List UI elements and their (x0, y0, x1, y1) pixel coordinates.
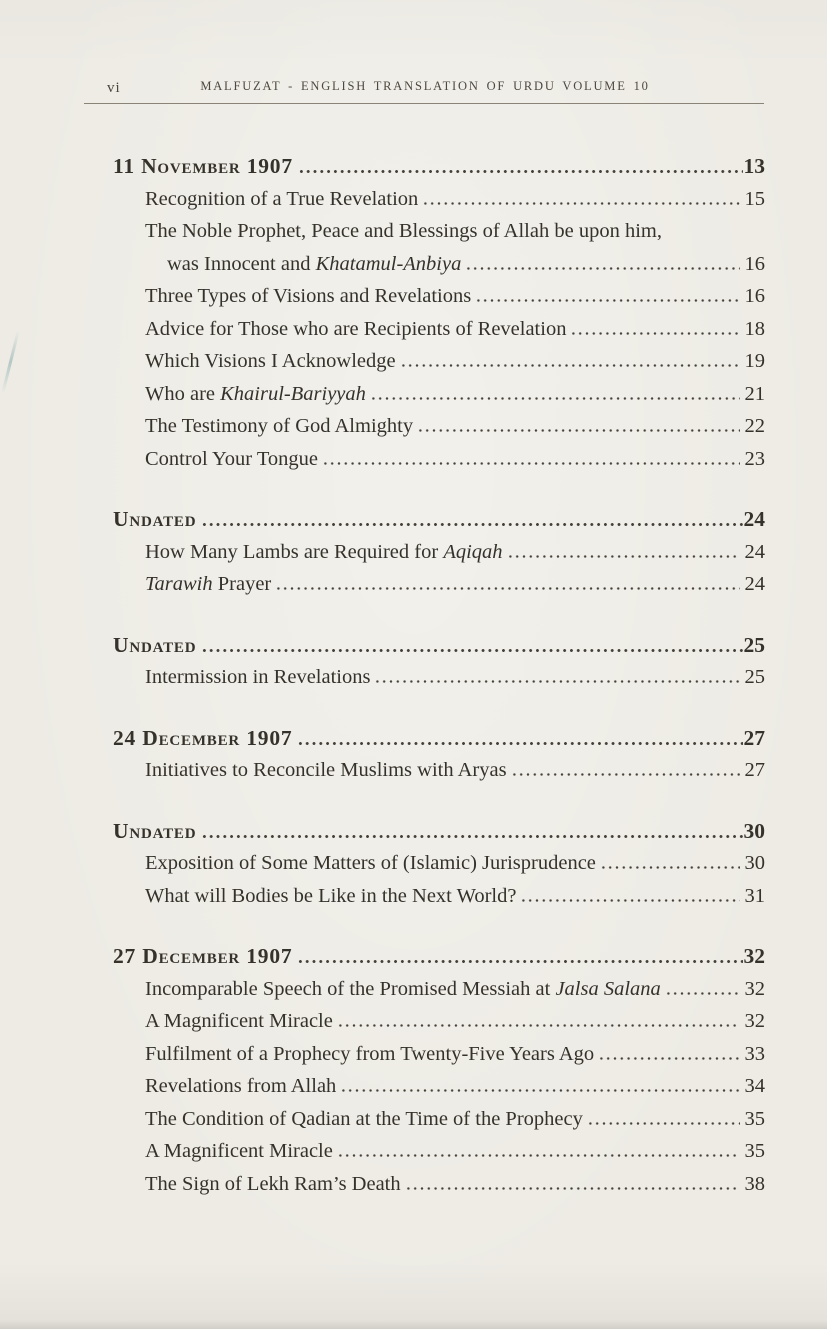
toc-entry-title (167, 248, 461, 281)
toc-entry-title (145, 410, 413, 443)
toc-entry-title-segment: A Magnificent Miracle (145, 1140, 333, 1162)
dot-leader (275, 585, 739, 590)
dot-leader (201, 647, 742, 652)
dot-leader (297, 958, 742, 963)
toc-entry-title (145, 280, 471, 313)
toc-page-number: 16 (744, 285, 765, 307)
toc-entry-row (113, 443, 765, 476)
running-head-title: MALFUZAT - ENGLISH TRANSLATION OF URDU VOLUME 10 (200, 79, 650, 93)
toc-page-number: 22 (744, 415, 765, 437)
toc-section (113, 815, 765, 913)
toc-section-title: 27 December 1907 (113, 944, 293, 968)
toc-entry-title (145, 661, 370, 694)
toc-section-title: Undated (113, 632, 197, 657)
toc-entry-title-segment: Which Visions I Acknowledge (145, 350, 396, 372)
toc-section (113, 150, 765, 475)
toc-entry-title (145, 973, 661, 1006)
toc-entry-row (113, 1135, 765, 1168)
dot-leader (511, 771, 740, 776)
dot-leader (507, 553, 740, 558)
toc-page-number: 35 (744, 1140, 765, 1162)
toc-entry-title-segment: Three Types of Visions and Revelations (145, 285, 472, 307)
toc-entry-title-segment: Advice for Those who are Recipients of Revelation (145, 317, 567, 340)
toc-entry-title-segment: was Innocent and (167, 252, 316, 275)
toc-entry-title (145, 754, 507, 787)
toc-entry-title (145, 1168, 401, 1201)
toc-entry-title (145, 345, 396, 378)
table-of-contents (113, 150, 765, 1200)
toc-entry-row (113, 1070, 765, 1103)
toc-page-number: 16 (744, 252, 765, 275)
toc-entry-title-segment: A Magnificent Miracle (145, 1010, 333, 1032)
dot-leader (370, 395, 740, 400)
toc-page-number: 24 (744, 573, 765, 595)
toc-section (113, 503, 765, 601)
toc-entry-row (113, 847, 765, 880)
toc-section-heading-row (113, 940, 765, 973)
toc-page-number: 31 (744, 884, 765, 907)
toc-section-title: Undated (113, 818, 197, 843)
toc-page-number: 18 (744, 317, 765, 340)
folio-page-number: vi (107, 80, 121, 96)
toc-entry-title (145, 880, 516, 913)
toc-entry-title (145, 378, 366, 411)
toc-entry-title-segment: Fulfilment of a Prophecy from Twenty-Five Years Ago (145, 1042, 595, 1065)
dot-leader (322, 460, 739, 465)
toc-entry-title-segment: Control Your Tongue (145, 447, 319, 470)
toc-entry-title-segment: Exposition of Some Matters of (Islamic) Jurisprudence (145, 852, 596, 874)
toc-entry-title (145, 536, 503, 569)
toc-entry-title-italic-segment: Khairul-Bariyyah (220, 382, 366, 405)
toc-entry-row (113, 1168, 765, 1201)
dot-leader (297, 740, 742, 745)
dot-leader (337, 1152, 740, 1157)
toc-section-heading-row (113, 815, 765, 848)
dot-leader (417, 427, 739, 432)
toc-entry-row (113, 345, 765, 378)
dot-leader (405, 1185, 740, 1190)
toc-entry-title-italic-segment: Aqiqah (443, 540, 503, 563)
toc-entry-row (113, 661, 765, 694)
toc-section (113, 940, 765, 1200)
dot-leader (475, 297, 739, 302)
toc-entry-title (145, 183, 418, 216)
toc-section (113, 629, 765, 694)
toc-entry-title-segment: Who are (145, 382, 221, 405)
toc-page-number: 32 (743, 944, 765, 968)
dot-leader (600, 864, 740, 869)
toc-entry-title-segment: Recognition of a True Revelation (145, 187, 419, 210)
toc-entry-row (113, 1038, 765, 1071)
toc-page-number: 25 (743, 632, 765, 657)
toc-entry-title-segment: What will Bodies be Like in the Next World? (145, 884, 517, 907)
toc-page-number: 23 (744, 447, 765, 470)
toc-entry-title-segment: The Condition of Qadian at the Time of the Prophecy (145, 1107, 583, 1130)
toc-page-number: 32 (744, 977, 765, 1000)
header-rule (84, 103, 764, 104)
dot-leader (340, 1087, 739, 1092)
toc-entry-row (113, 1103, 765, 1136)
toc-entry-title (145, 568, 271, 601)
toc-section-heading-row (113, 629, 765, 662)
dot-leader (400, 362, 740, 367)
toc-entry-title (145, 443, 318, 476)
page-header (85, 79, 765, 99)
toc-entry-row (113, 280, 765, 313)
toc-page-number: 13 (743, 154, 765, 178)
toc-entry-title-segment: Prayer (212, 573, 272, 595)
dot-leader (201, 833, 742, 838)
toc-section-title: 11 November 1907 (113, 154, 293, 178)
toc-section-title: 24 December 1907 (113, 725, 293, 750)
toc-entry-title (145, 1070, 336, 1103)
toc-entry-title-segment: The Testimony of God Almighty (145, 415, 414, 437)
dot-leader (374, 678, 739, 683)
toc-entry-title-segment: Revelations from Allah (145, 1075, 337, 1097)
toc-page-number: 38 (744, 1172, 765, 1195)
dot-leader (422, 200, 739, 205)
toc-section-title: Undated (113, 507, 197, 531)
toc-entry-row (113, 568, 765, 601)
toc-page-number: 30 (743, 818, 765, 843)
toc-entry-title (145, 313, 566, 346)
toc-entry-row (113, 183, 765, 216)
toc-entry-title (145, 847, 596, 880)
dot-leader (665, 990, 740, 995)
dot-leader (337, 1022, 740, 1027)
toc-page-number: 19 (744, 350, 765, 372)
toc-entry-title-segment: Incomparable Speech of the Promised Messiah at (145, 977, 556, 1000)
toc-entry-title-segment: Initiatives to Reconcile Muslims with Aryas (145, 759, 507, 781)
toc-page-number: 21 (744, 382, 765, 405)
toc-page-number: 34 (744, 1075, 765, 1097)
dot-leader (587, 1120, 740, 1125)
toc-entry-title-segment: Intermission in Revelations (145, 666, 371, 688)
toc-entry-title-segment: How Many Lambs are Required for (145, 540, 444, 563)
dot-leader (465, 265, 739, 270)
dot-leader (520, 897, 739, 902)
toc-entry-title-italic-segment: Tarawih (145, 573, 213, 595)
toc-entry-title (145, 1103, 583, 1136)
toc-page-number: 27 (744, 759, 765, 781)
toc-entry-title (145, 215, 662, 248)
toc-page-number: 24 (743, 507, 765, 531)
toc-entry-row (113, 973, 765, 1006)
toc-entry-title-italic-segment: Khatamul-Anbiya (315, 252, 462, 275)
toc-section-heading-row (113, 722, 765, 755)
toc-entry-row (113, 410, 765, 443)
toc-page-number: 25 (744, 666, 765, 688)
toc-section-heading-row (113, 503, 765, 536)
toc-entry-title (145, 1005, 333, 1038)
toc-entry-row (113, 215, 765, 248)
toc-page-number: 32 (744, 1010, 765, 1032)
toc-entry-title (145, 1038, 594, 1071)
toc-entry-title-segment: The Noble Prophet, Peace and Blessings of Allah be upon him, (145, 220, 662, 242)
dot-leader (598, 1055, 739, 1060)
toc-page-number: 24 (744, 540, 765, 563)
toc-entry-row (113, 880, 765, 913)
dot-leader (201, 521, 742, 526)
toc-entry-row (113, 248, 765, 281)
toc-section (113, 722, 765, 787)
dot-leader (298, 168, 743, 173)
toc-entry-row (113, 313, 765, 346)
toc-page-number: 27 (743, 725, 765, 750)
toc-entry-row (113, 754, 765, 787)
dot-leader (570, 330, 739, 335)
toc-page-number: 15 (744, 187, 765, 210)
scan-artifact (1, 331, 19, 394)
toc-section-heading-row (113, 150, 765, 183)
toc-entry-title-italic-segment: Jalsa Salana (555, 977, 661, 1000)
toc-page-number: 33 (744, 1042, 765, 1065)
toc-page-number: 30 (744, 852, 765, 874)
toc-entry-title-segment: The Sign of Lekh Ram’s Death (145, 1172, 401, 1195)
page-bottom-shadow (0, 1320, 827, 1329)
toc-entry-row (113, 1005, 765, 1038)
toc-page-number: 35 (744, 1107, 765, 1130)
toc-entry-title (145, 1135, 333, 1168)
toc-entry-row (113, 536, 765, 569)
toc-entry-row (113, 378, 765, 411)
